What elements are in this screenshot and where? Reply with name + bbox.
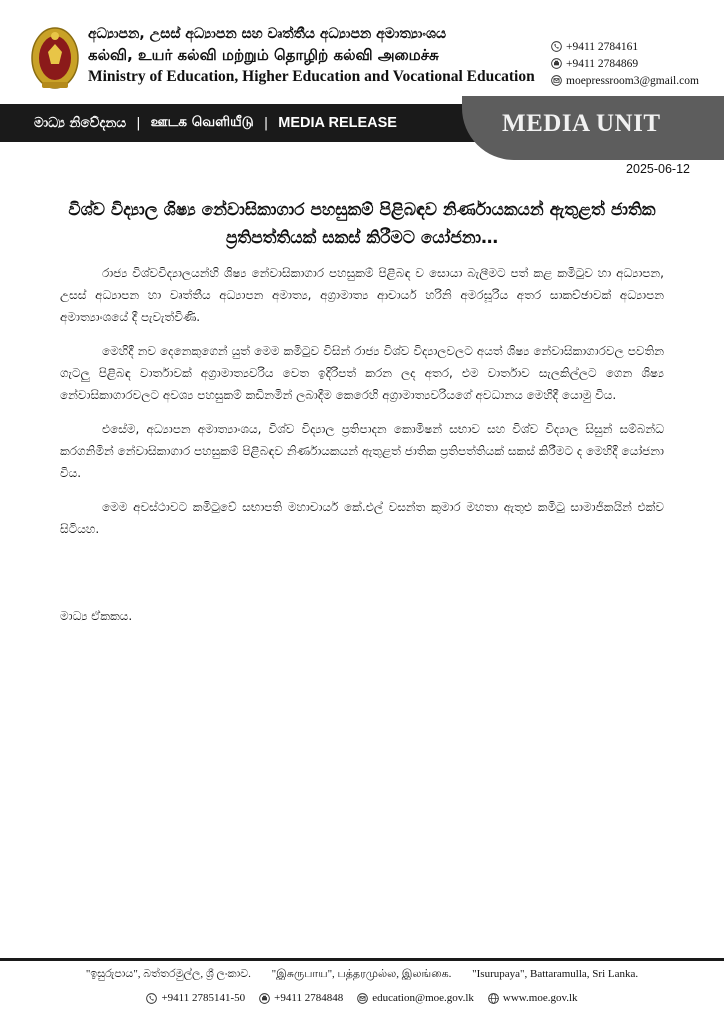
footer-fax: +9411 2784848 — [259, 992, 343, 1004]
fax-icon — [551, 58, 562, 69]
header-email: moepressroom3@gmail.com — [551, 72, 721, 89]
body-paragraph: මෙම අවස්ථාවට කමිටුවේ සභාපති මහාචාර්ය කේ.එල් වසන්ත කුමාර මහතා ඇතුළු කමිටු සාමාජිකයින් එක්ව සිටියහ. — [60, 500, 664, 536]
media-release-tamil: ஊடக வெளியீடு — [150, 114, 254, 130]
address-tamil: "இசுருபாய", பத்தரமுல்ல, இலங்கை. — [271, 968, 452, 980]
release-title: විශ්ව විද්‍යාල ශිෂ්‍ය නේවාසිකාගාර පහසුකම් පිළිබඳව නිර්ණායකයන් ඇතුළත් ජාතික ප්‍රතිපත්තියක් සකස් කිරීමට යෝජනා… — [68, 200, 656, 248]
globe-icon — [488, 993, 499, 1004]
header-phone: +9411 2784161 — [551, 38, 721, 55]
body-paragraph: රාජ්‍ය විශ්වවිද්‍යාලයන්හි ශිෂ්‍ය නේවාසිකාගාර පහසුකම් පිළිබඳ ව සොයා බැලීමට පත් කළ කමිටුව හා අධ්‍යාපන, උසස් අධ්‍යාපන හා වෘත්තීය අධ්‍යාපන අමාත්‍ය, අග්‍රාමාත්‍ය ආචාර්ය හරිනි අමරසූරිය අතර සාකච්ඡාවක් අධ්‍යාපන අමාත්‍යාංශයේ දී පැවැත්විණි. — [60, 266, 664, 324]
footer-address — [0, 968, 724, 988]
address-sinhala: "ඉසුරුපාය", බත්තරමුල්ල, ශ්‍රී ලංකාව. — [85, 968, 251, 980]
media-release-sinhala: මාධ්‍ය නිවේදනය — [34, 115, 127, 131]
footer-website[interactable]: www.moe.gov.lk — [488, 992, 578, 1004]
separator: | — [263, 115, 269, 131]
footer-divider — [0, 958, 724, 961]
ministry-name-sinhala: අධ්‍යාපන, උසස් අධ්‍යාපන සහ වෘත්තීය අධ්‍යාපන අමාත්‍යාංශය — [88, 26, 447, 42]
fax-icon — [259, 993, 270, 1004]
address-english: "Isurupaya", Battaramulla, Sri Lanka. — [472, 968, 639, 980]
body-paragraph: මෙහිදී නව දෙනෙකුගෙන් යුත් මෙම කමිටුව විසින් රාජ්‍ය විශ්ව විද්‍යාලවලට අයත් ශිෂ්‍ය නේවාසිකාගාරවල පවතින ගැටලු පිළිබඳ වාර්තාවක් අග්‍රාමාත්‍යවරිය වෙත ඉදිරිපත් කරන ලද අතර, එම වාර්තාව සැලකිල්ලට ගෙන ශිෂ්‍ය නේවාසිකාගාරවලට අවශ්‍ය පහසුකම් කඩිනමින් ලබාදීම කෙරෙහි අග්‍රාමාත්‍යවරියගේ අවධානය මෙහිදී යොමු විය. — [60, 344, 664, 402]
footer-phone: +9411 2785141-50 — [146, 992, 245, 1004]
body-paragraph: එසේම, අධ්‍යාපන අමාත්‍යාංශය, විශ්ව විද්‍යාල ප්‍රතිපාදන කොමිෂන් සභාව සහ විශ්ව විද්‍යාල සිසුන් සම්බන්ධ කරගනිමින් නේවාසිකාගාර පහසුකම් පිළිබඳව නිර්ණායකයන් ඇතුළත් ජාතික ප්‍රතිපත්තියක් සකස් කිරීමට ද මෙහිදී යෝජනා විය. — [60, 422, 664, 480]
media-release-english: MEDIA RELEASE — [278, 115, 397, 131]
header-contacts — [551, 38, 721, 89]
ministry-name — [88, 24, 548, 88]
phone-icon — [146, 993, 157, 1004]
media-release-labels — [34, 104, 397, 142]
ministry-name-tamil: கல்வி, உயர் கல்வி மற்றும் தொழிற் கல்வி அமைச்சு — [88, 46, 439, 64]
footer — [0, 968, 724, 1004]
letterhead — [0, 0, 724, 100]
separator: | — [136, 115, 141, 131]
footer-contacts — [0, 992, 724, 1004]
ministry-name-english: Ministry of Education, Higher Education and Vocational Education — [88, 68, 535, 85]
release-body — [60, 262, 664, 552]
header-fax: +9411 2784869 — [551, 55, 721, 72]
signoff: මාධ්‍ය ඒකකය. — [60, 609, 133, 623]
footer-email[interactable]: education@moe.gov.lk — [357, 992, 474, 1004]
sri-lanka-emblem-icon — [30, 24, 80, 92]
phone-icon — [551, 41, 562, 52]
email-icon — [357, 993, 368, 1004]
release-date: 2025-06-12 — [626, 162, 690, 176]
email-icon — [551, 75, 562, 86]
media-unit-tab — [462, 96, 724, 160]
media-unit-label: MEDIA UNIT — [502, 110, 661, 137]
